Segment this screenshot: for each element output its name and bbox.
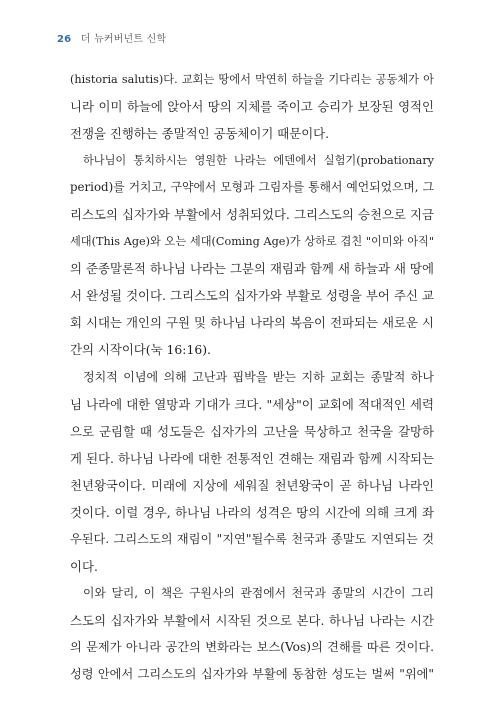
- paragraph: [70, 66, 434, 147]
- text-line: 리스도의 십자가와 부활에서 성취되었다. 그리스도의 승천으로 지금: [70, 207, 434, 223]
- text-line: 의 준종말론적 하나님 나라는 그분의 재림과 함께 새 하늘과 새 땅에: [70, 261, 434, 277]
- text-line: 으로 군림할 때 성도들은 십자가의 고난을 묵상하고 천국을 갈망하: [70, 423, 434, 439]
- text-line: 성령 안에서 그리스도의 십자가와 부활에 동참한 성도는 벌써 "위에": [70, 667, 434, 682]
- text-line: 정치적 이념에 의해 고난과 핍박을 받는 지하 교회는 종말적 하나: [83, 369, 434, 384]
- text-line: 하나님이 통치하시는 영원한 나라는 에덴에서 실험기(probationary: [83, 154, 434, 168]
- text-line: 서 완성될 것이다. 그리스도의 십자가와 부활로 성령을 부어 주신 교: [70, 288, 434, 304]
- text-line: 간의 시작이다(눅 16:16).: [70, 342, 211, 358]
- text-line: 천년왕국이다. 미래에 지상에 세워질 천년왕국이 곧 하나님 나라인: [70, 477, 434, 493]
- book-title: 더 뉴커버넌트 신학: [80, 34, 167, 45]
- paragraph: [70, 147, 434, 363]
- paragraph: [70, 364, 434, 580]
- text-line: (historia salutis)다. 교회는 땅에서 막연히 하늘을 기다리는 공동체가 아: [70, 73, 434, 86]
- body-text: [70, 66, 434, 688]
- text-line: period)를 거치고, 구약에서 모형과 그림자를 통해서 예언되었으며, 그: [70, 180, 434, 195]
- text-line: 전쟁을 진행하는 종말적인 공동체이기 때문이다.: [70, 126, 330, 142]
- text-line: 것이다. 이럴 경우, 하나님 나라의 성격은 땅의 시간에 의해 크게 좌: [70, 504, 434, 520]
- text-line: 세대(This Age)와 오는 세대(Coming Age)가 상하로 겹친 "이미와 아직": [70, 235, 434, 249]
- text-line: 의 문제가 아니라 공간의 변화라는 보스(Vos)의 견해를 따른 것이다.: [70, 639, 434, 654]
- text-line: 님 나라에 대한 열망과 기대가 크다. "세상"이 교회에 적대적인 세력: [70, 396, 434, 412]
- text-line: 이와 달리, 이 책은 구원사의 관점에서 천국과 종말의 시간이 그리: [83, 585, 434, 600]
- text-line: 회 시대는 개인의 구원 및 하나님 나라의 복음이 전파되는 새로운 시: [70, 315, 434, 331]
- text-line: 우된다. 그리스도의 재림이 "지연"될수록 천국과 종말도 지연되는 것: [70, 531, 434, 546]
- text-line: 니라 이미 하늘에 앉아서 땅의 지체를 죽이고 승리가 보장된 영적인: [70, 99, 434, 115]
- text-line: 게 된다. 하나님 나라에 대한 전통적인 견해는 재림과 함께 시작되는: [70, 450, 434, 466]
- text-line: 스도의 십자가와 부활에서 시작된 것으로 본다. 하나님 나라는 시간: [70, 612, 434, 628]
- paragraph: [70, 580, 434, 688]
- running-head: [57, 30, 166, 45]
- text-line: 이다.: [70, 558, 98, 574]
- page-number: 26: [57, 34, 72, 45]
